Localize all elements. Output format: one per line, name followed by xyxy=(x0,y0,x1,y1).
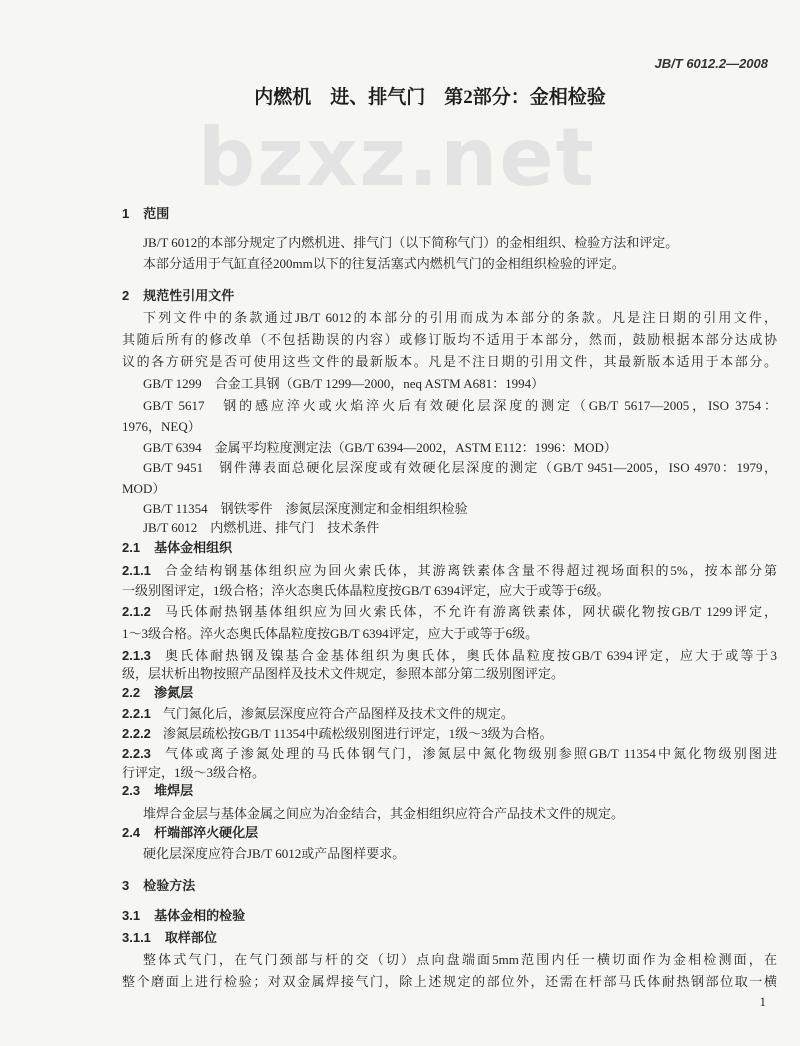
clause-text: GB/T 1299 合金工具钢（GB/T 1299—2000，neq ASTM A681：1994） xyxy=(143,376,545,391)
clause-text: 堆焊层 xyxy=(154,784,194,799)
text-line xyxy=(143,805,777,823)
section-heading xyxy=(122,929,777,948)
text-line xyxy=(122,562,777,580)
section-heading xyxy=(122,907,777,926)
text-line xyxy=(143,519,777,537)
text-line xyxy=(122,725,777,743)
clause-text: 渗氮层 xyxy=(154,686,194,701)
clause-text: 基体金相组织 xyxy=(154,541,233,556)
clause-text: 气体或离子渗氮处理的马氏体钢气门，渗氮层中氮化物级别参照GB/T 11354中氮化物级别图进 xyxy=(162,746,777,761)
section-heading xyxy=(122,684,777,703)
section-heading xyxy=(122,877,777,896)
text-line xyxy=(122,331,777,349)
clause-text: 合金结构钢基体组织应为回火索氏体，其游离铁素体含量不得超过视场面积的5%，按本部分第 xyxy=(162,563,777,578)
text-line xyxy=(122,745,777,763)
clause-number: 2.2.1 xyxy=(122,706,151,721)
text-line xyxy=(143,500,777,518)
clause-text: 级，层状析出物按照产品图样及技术文件规定，参照本部分第二级别图评定。 xyxy=(122,666,565,681)
clause-text: GB/T 6394 金属平均粒度测定法（GB/T 6394—2002，ASTM E112：1996：MOD） xyxy=(143,440,617,455)
section-heading xyxy=(122,824,777,843)
text-line xyxy=(143,845,777,863)
clause-number: 2.3 xyxy=(122,783,141,798)
section-heading xyxy=(122,287,777,306)
clause-text: GB/T 9451 钢件薄表面总硬化层深度或有效硬化层深度的测定（GB/T 9451—2005，ISO 4970：1979， xyxy=(143,460,777,475)
clause-number: 2.2.2 xyxy=(122,726,151,741)
text-line xyxy=(122,603,777,621)
text-line xyxy=(122,582,777,600)
clause-number: 2.2.3 xyxy=(122,746,151,761)
clause-number: 2.1.1 xyxy=(122,563,151,578)
text-line xyxy=(122,647,777,665)
text-line xyxy=(122,353,777,371)
clause-number: 2.1.2 xyxy=(122,604,151,619)
clause-number: 2.4 xyxy=(122,825,141,840)
clause-text: 行评定，1级～3级合格。 xyxy=(122,765,266,780)
clause-text: 硬化层深度应符合JB/T 6012或产品图样要求。 xyxy=(143,846,406,861)
clause-text: 规范性引用文件 xyxy=(143,289,235,304)
clause-text: 检验方法 xyxy=(143,879,196,894)
text-line xyxy=(122,973,777,991)
clause-text: 议的各方研究是否可使用这些文件的最新版本。凡是不注日期的引用文件，其最新版本适用于本部分。 xyxy=(122,354,777,369)
clause-text: 马氏体耐热钢基体组织应为回火索氏体，不允许有游离铁素体，网状碳化物按GB/T 1299评定， xyxy=(162,604,777,619)
clause-text: 堆焊合金层与基体金属之间应为冶金结合，其金相组织应符合产品技术文件的规定。 xyxy=(143,806,625,821)
clause-text: 1～3级合格。淬火态奥氏体晶粒度按GB/T 6394评定，应大于或等于6级。 xyxy=(122,626,539,641)
clause-text: 杆端部淬火硬化层 xyxy=(154,826,259,841)
clause-number: 2.2 xyxy=(122,685,141,700)
text-line xyxy=(143,439,777,457)
text-line xyxy=(143,255,777,273)
clause-text: MOD） xyxy=(122,481,166,496)
clause-number: 3.1 xyxy=(122,908,141,923)
clause-text: 下列文件中的条款通过JB/T 6012的本部分的引用而成为本部分的条款。凡是注日期的引用文件， xyxy=(143,310,777,325)
clause-number: 2.1 xyxy=(122,540,141,555)
clause-text: 一级别图评定，1级合格；淬火态奥氏体晶粒度按GB/T 6394评定，应大于或等于6级。 xyxy=(122,583,610,598)
clause-number: 3 xyxy=(122,878,130,893)
document-title: 内燃机 进、排气门 第2部分：金相检验 xyxy=(254,87,606,108)
clause-text: 渗氮层疏松按GB/T 11354中疏松级别图进行评定，1级～3级为合格。 xyxy=(162,726,553,741)
clause-text: 整个磨面上进行检验；对双金属焊接气门，除上述规定的部位外，还需在杆部马氏体耐热钢部位取一横 xyxy=(122,974,777,989)
clause-text: 1976，NEQ） xyxy=(122,419,201,434)
text-line xyxy=(143,234,777,252)
clause-text: 其随后所有的修改单（不包括勘误的内容）或修订版均不适用于本部分，然而，鼓励根据本部分达成协 xyxy=(122,332,777,347)
clause-text: 范围 xyxy=(143,207,170,222)
text-line xyxy=(143,375,777,393)
text-line xyxy=(122,625,777,643)
text-line xyxy=(143,397,777,415)
text-line xyxy=(122,764,777,782)
watermark: bzxz.net xyxy=(198,111,596,204)
section-heading xyxy=(122,205,777,224)
clause-number: 3.1.1 xyxy=(122,930,151,945)
clause-text: 奥氏体耐热钢及镍基合金基体组织为奥氏体，奥氏体晶粒度按GB/T 6394评定，应大于或等于3 xyxy=(162,648,777,663)
text-line xyxy=(143,459,777,477)
clause-number: 2.1.3 xyxy=(122,648,151,663)
clause-text: GB/T 11354 钢铁零件 渗氮层深度测定和金相组织检验 xyxy=(143,501,468,516)
clause-text: JB/T 6012的本部分规定了内燃机进、排气门（以下简称气门）的金相组织、检验方法和评定。 xyxy=(143,235,679,250)
text-line xyxy=(143,951,777,969)
clause-text: 基体金相的检验 xyxy=(154,909,246,924)
text-line xyxy=(122,665,777,683)
section-heading xyxy=(122,782,777,801)
text-line xyxy=(122,418,777,436)
standard-number-header: JB/T 6012.2—2008 xyxy=(654,56,768,71)
clause-number: 1 xyxy=(122,206,130,221)
text-line xyxy=(143,309,777,327)
clause-text: 取样部位 xyxy=(164,931,217,946)
clause-text: 本部分适用于气缸直径200mm以下的往复活塞式内燃机气门的金相组织检验的评定。 xyxy=(143,256,625,271)
clause-text: JB/T 6012 内燃机进、排气门 技术条件 xyxy=(143,520,380,535)
clause-text: 气门氮化后，渗氮层深度应符合产品图样及技术文件的规定。 xyxy=(162,706,514,721)
text-line xyxy=(122,480,777,498)
section-heading xyxy=(122,539,777,558)
clause-number: 2 xyxy=(122,288,130,303)
text-line xyxy=(122,705,777,723)
clause-text: 整体式气门，在气门颈部与杆的交（切）点向盘端面5mm范围内任一横切面作为金相检测面，在 xyxy=(143,952,777,967)
clause-text: GB/T 5617 钢的感应淬火或火焰淬火后有效硬化层深度的测定（GB/T 5617—2005，ISO 3754： xyxy=(143,398,777,413)
page-number: 1 xyxy=(759,994,766,1009)
